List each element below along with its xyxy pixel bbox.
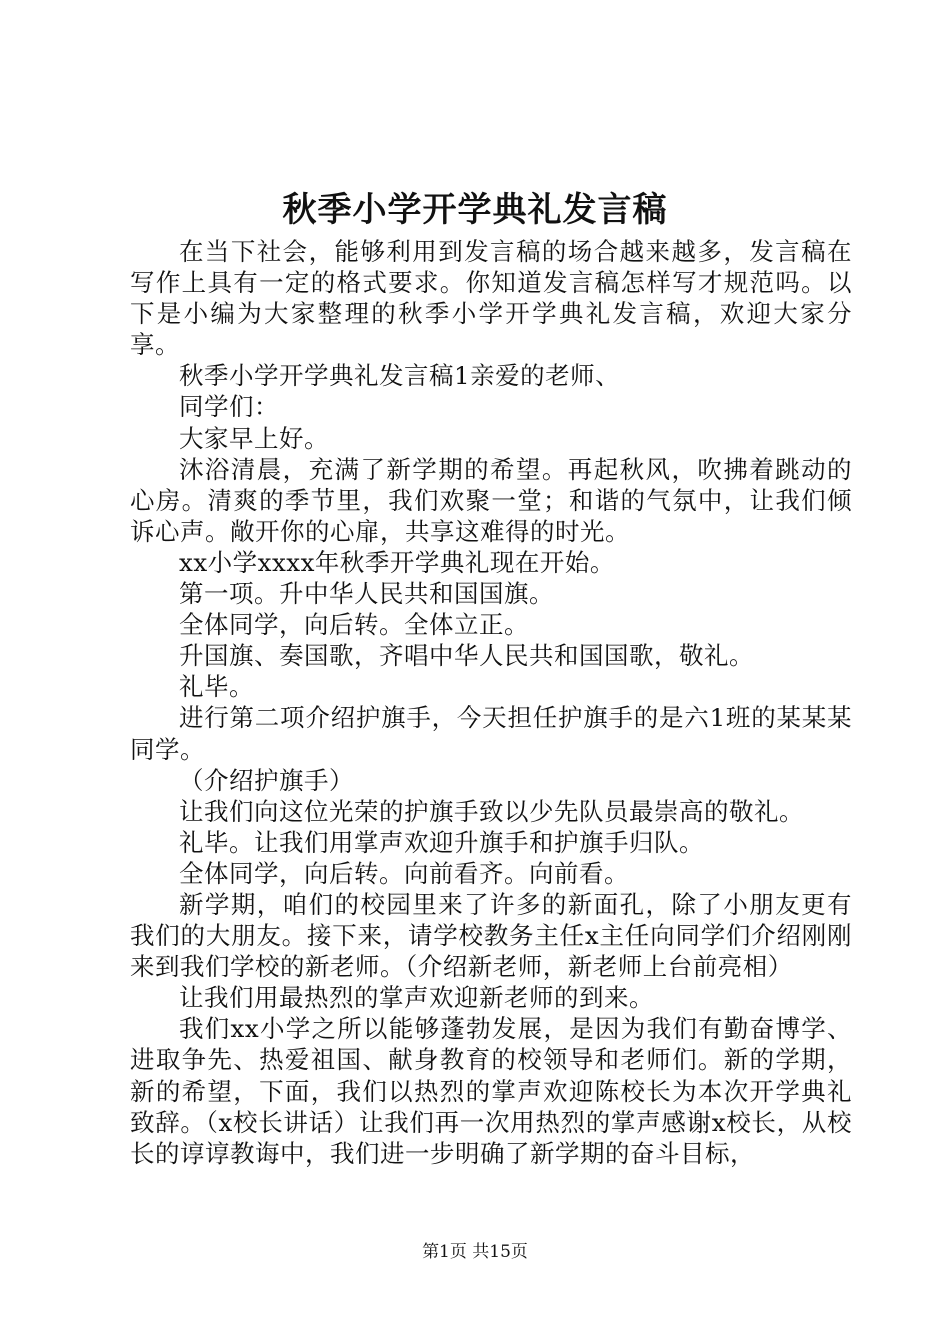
- paragraph: xx小学xxxx年秋季开学典礼现在开始。: [179, 547, 615, 577]
- paragraph: 我们xx小学之所以能够蓬勃发展，是因为我们有勤奋博学、进取争先、热爱祖国、献身教育的校领导和老师们。新的学期，新的希望，下面，我们以热烈的掌声欢迎陈校长为本次开学典礼致辞。（x校长讲话）让我们再一次用热烈的掌声感谢x校长，从校长的谆谆教诲中，我们进一步明确了新学期的奋斗目标，: [130, 1014, 852, 1168]
- paragraph: 礼毕。让我们用掌声欢迎升旗手和护旗手归队。: [179, 827, 704, 857]
- paragraph: 让我们用最热烈的掌声欢迎新老师的到来。: [179, 983, 654, 1013]
- paragraph: 沐浴清晨，充满了新学期的希望。再起秋风，吹拂着跳动的心房。清爽的季节里，我们欢聚一堂；和谐的气氛中，让我们倾诉心声。敞开你的心扉，共享这难得的时光。: [130, 454, 852, 546]
- document-title: 秋季小学开学典礼发言稿: [282, 190, 668, 230]
- paragraph: 第一项。升中华人民共和国国旗。: [179, 579, 554, 609]
- page-number: 第1页 共15页: [422, 1242, 528, 1262]
- paragraph: 全体同学，向后转。向前看齐。向前看。: [179, 858, 629, 888]
- paragraph: 让我们向这位光荣的护旗手致以少先队员最崇高的敬礼。: [179, 796, 804, 826]
- paragraph: 同学们：: [179, 392, 279, 422]
- paragraph: 进行第二项介绍护旗手，今天担任护旗手的是六1班的某某某同学。: [130, 703, 852, 764]
- paragraph: 全体同学，向后转。全体立正。: [179, 610, 529, 640]
- paragraph: 新学期，咱们的校园里来了许多的新面孔，除了小朋友更有我们的大朋友。接下来，请学校教务主任x主任向同学们介绍刚刚来到我们学校的新老师。（介绍新老师，新老师上台前亮相）: [130, 889, 852, 982]
- paragraph: 礼毕。: [179, 672, 254, 702]
- paragraph: 大家早上好。: [179, 423, 329, 453]
- paragraph: 在当下社会，能够利用到发言稿的场合越来越多，发言稿在写作上具有一定的格式要求。你知道发言稿怎样写才规范吗。以下是小编为大家整理的秋季小学开学典礼发言稿，欢迎大家分享。: [130, 237, 852, 360]
- paragraph: 升国旗、奏国歌，齐唱中华人民共和国国歌，敬礼。: [179, 641, 754, 671]
- paragraph: 秋季小学开学典礼发言稿1亲爱的老师、: [179, 361, 621, 391]
- paragraph: （介绍护旗手）: [179, 765, 354, 795]
- document-body: [130, 236, 852, 1169]
